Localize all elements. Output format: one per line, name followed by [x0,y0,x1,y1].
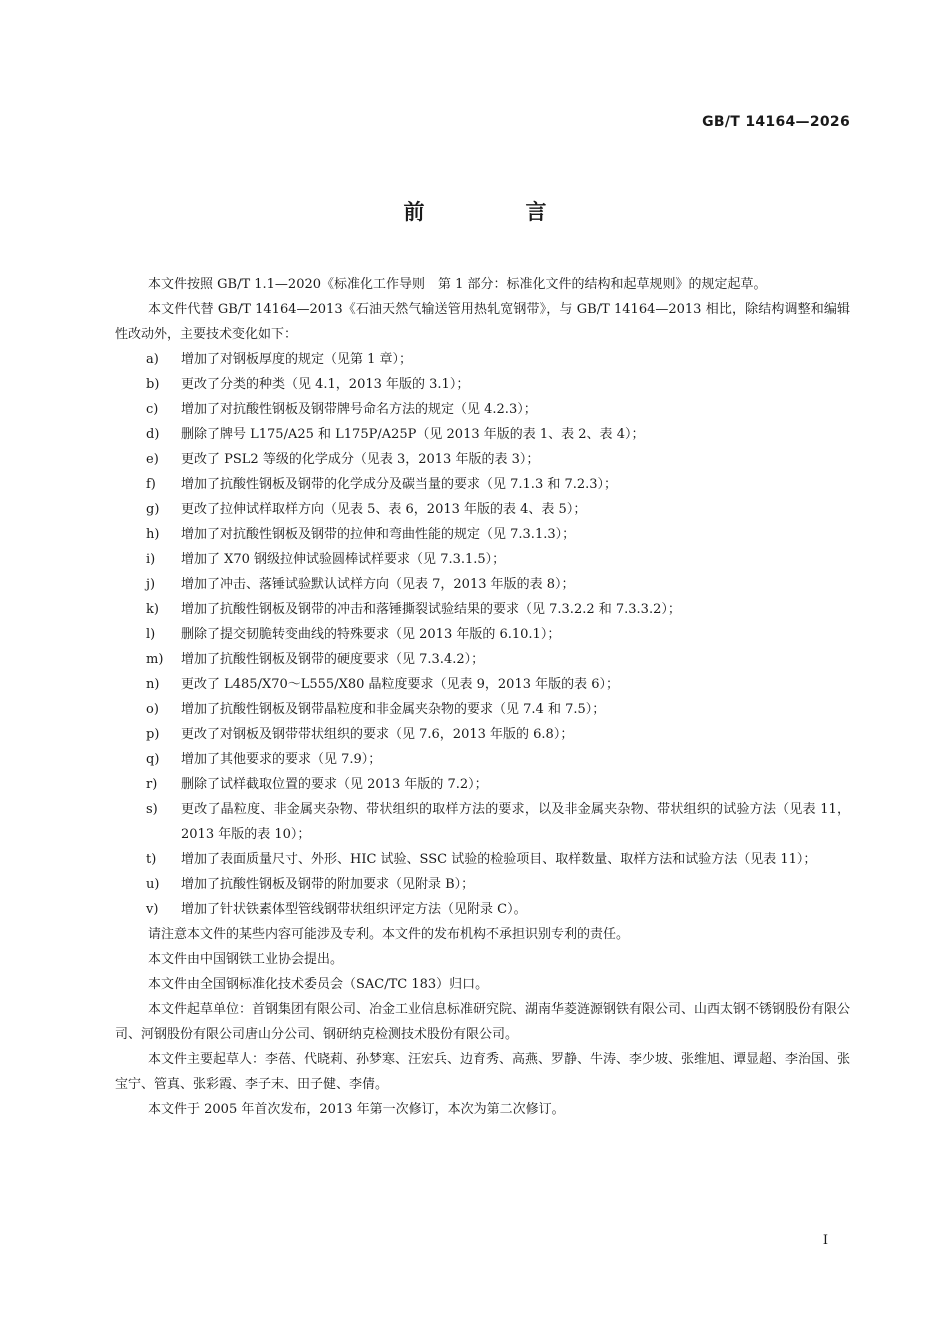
list-marker: p) [146,727,160,742]
paragraph-proposer: 本文件由中国钢铁工业协会提出。 [148,952,344,967]
list-item-text: 更改了分类的种类（见 4.1，2013 年版的 3.1）； [181,377,470,392]
changes-list [115,347,850,922]
list-item [115,647,850,672]
list-marker: s) [146,802,158,817]
list-item-text: 增加了对抗酸性钢板及钢带牌号命名方法的规定（见 4.2.3）； [181,402,537,417]
list-item [115,697,850,722]
page-title: 前 言 [403,200,587,224]
list-marker: j) [146,577,156,592]
list-item [115,572,850,597]
paragraph-replacement: 本文件代替 GB/T 14164—2013《石油天然气输送管用热轧宽钢带》，与 GB/T 14164—2013 相比，除结构调整和编辑性改动外，主要技术变化如下： [115,302,850,342]
list-item-text: 增加了其他要求的要求（见 7.9）； [181,752,382,767]
list-item [115,597,850,622]
list-item-text: 增加了抗酸性钢板及钢带的化学成分及碳当量的要求（见 7.1.3 和 7.2.3）； [181,477,618,492]
list-marker: l) [146,627,156,642]
list-marker: v) [146,902,159,917]
list-marker: m) [146,652,164,667]
list-item-text: 删除了牌号 L175/A25 和 L175P/A25P（见 2013 年版的表 1、表 2、表 4）； [181,427,645,442]
list-item-text: 增加了针状铁素体型管线钢带状组织评定方法（见附录 C）。 [181,902,527,917]
paragraph-drafting-units: 本文件起草单位：首钢集团有限公司、冶金工业信息标准研究院、湖南华菱涟源钢铁有限公司、山西太钢不锈钢股份有限公司、河钢股份有限公司唐山分公司、钢研纳克检测技术股份有限公司。 [115,1002,851,1042]
list-marker: t) [146,852,157,867]
list-item-text: 更改了 L485/X70～L555/X80 晶粒度要求（见表 9，2013 年版的表 6）； [181,677,620,692]
list-item [115,497,850,522]
list-item-text: 增加了抗酸性钢板及钢带的附加要求（见附录 B）； [181,877,475,892]
list-item-text: 更改了拉伸试样取样方向（见表 5、表 6，2013 年版的表 4、表 5）； [181,502,587,517]
list-marker: u) [146,877,160,892]
list-item-text: 删除了提交韧脆转变曲线的特殊要求（见 2013 年版的 6.10.1）； [181,627,561,642]
list-item [115,347,850,372]
paragraph-history: 本文件于 2005 年首次发布，2013 年第一次修订，本次为第二次修订。 [148,1102,565,1117]
foreword-body [115,272,850,1122]
list-item [115,847,850,872]
list-item-text: 更改了晶粒度、非金属夹杂物、带状组织的取样方法的要求，以及非金属夹杂物、带状组织的试验方法（见表 11，2013 年版的表 10）； [181,802,850,842]
list-item [115,397,850,422]
list-marker: k) [146,602,159,617]
list-marker: f) [146,477,156,492]
paragraph-patent-notice: 请注意本文件的某些内容可能涉及专利。本文件的发布机构不承担识别专利的责任。 [148,927,630,942]
list-item-text: 更改了对钢板及钢带带状组织的要求（见 7.6，2013 年版的 6.8）； [181,727,574,742]
list-item-text: 更改了 PSL2 等级的化学成分（见表 3，2013 年版的表 3）； [181,452,540,467]
list-item-text: 增加了冲击、落锤试验默认试样方向（见表 7，2013 年版的表 8）； [181,577,575,592]
list-item-text: 增加了表面质量尺寸、外形、HIC 试验、SSC 试验的检验项目、取样数量、取样方法和试验方法（见表 11）； [181,852,817,867]
list-item-text: 增加了 X70 钢级拉伸试验圆棒试样要求（见 7.3.1.5）； [181,552,506,567]
list-item [115,747,850,772]
list-item-text: 增加了对钢板厚度的规定（见第 1 章）； [181,352,413,367]
paragraph-drafting-rules: 本文件按照 GB/T 1.1—2020《标准化工作导则 第 1 部分：标准化文件的结构和起草规则》的规定起草。 [148,277,767,292]
list-item-text: 增加了对抗酸性钢板及钢带的拉伸和弯曲性能的规定（见 7.3.1.3）； [181,527,576,542]
list-item [115,372,850,397]
list-item [115,522,850,547]
list-marker: d) [146,427,160,442]
list-item-text: 增加了抗酸性钢板及钢带的冲击和落锤撕裂试验结果的要求（见 7.3.2.2 和 7.3.3.2）； [181,602,681,617]
list-item [115,797,850,847]
list-marker: a) [146,352,159,367]
paragraph-committee: 本文件由全国钢标准化技术委员会（SAC/TC 183）归口。 [148,977,489,992]
list-item [115,722,850,747]
list-item [115,447,850,472]
list-item-text: 增加了抗酸性钢板及钢带的硬度要求（见 7.3.4.2）； [181,652,485,667]
paragraph-drafters: 本文件主要起草人：李蓓、代晓莉、孙梦寒、汪宏兵、边育秀、高燕、罗静、牛涛、李少坡、张维旭、谭显超、李治国、张宝宁、管真、张彩霞、李子末、田子健、李倩。 [115,1052,851,1092]
list-item [115,622,850,647]
standard-number: GB/T 14164—2026 [702,114,850,130]
list-item [115,672,850,697]
page-number: I [822,1233,828,1248]
list-marker: i) [146,552,156,567]
list-marker: o) [146,702,159,717]
list-marker: b) [146,377,160,392]
list-marker: q) [146,752,160,767]
list-item [115,547,850,572]
list-item [115,422,850,447]
list-marker: g) [146,502,160,517]
list-marker: n) [146,677,160,692]
list-marker: h) [146,527,160,542]
list-marker: c) [146,402,159,417]
list-item [115,772,850,797]
list-item [115,897,850,922]
list-item [115,872,850,897]
list-marker: r) [146,777,158,792]
list-marker: e) [146,452,159,467]
list-item-text: 增加了抗酸性钢板及钢带晶粒度和非金属夹杂物的要求（见 7.4 和 7.5）； [181,702,606,717]
list-item [115,472,850,497]
list-item-text: 删除了试样截取位置的要求（见 2013 年版的 7.2）； [181,777,488,792]
